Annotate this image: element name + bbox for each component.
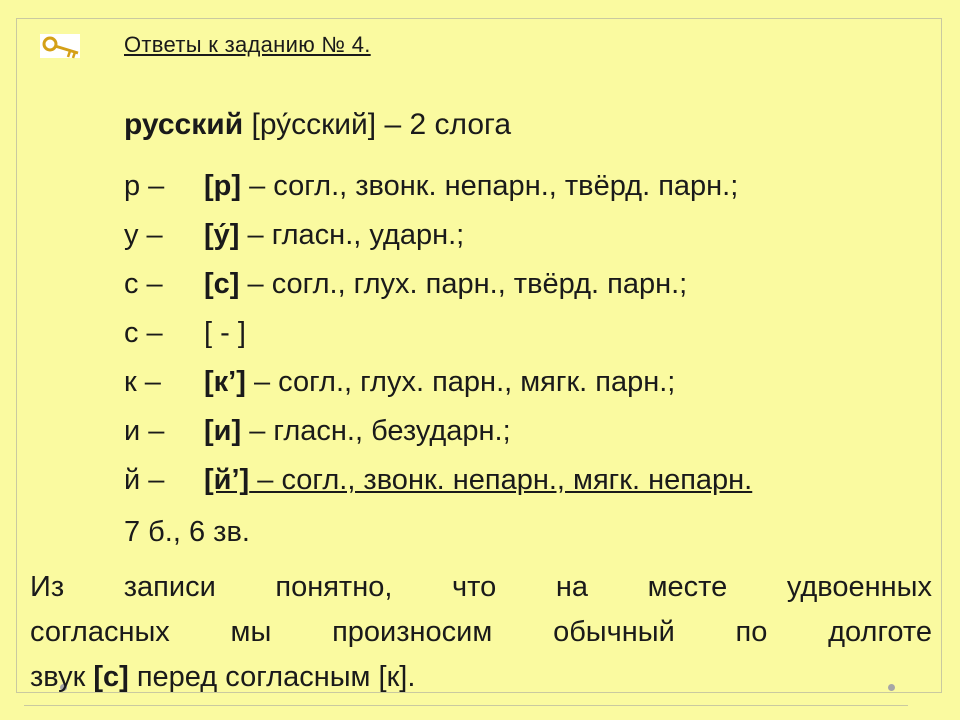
conclusion-line: Из записи понятно, что на месте удвоенных (30, 571, 932, 603)
row-description: – согл., звонк. непарн., мягк. непарн. (249, 464, 753, 496)
row-description: – согл., глух. парн., мягк. парн.; (245, 366, 676, 398)
list-item (124, 407, 752, 456)
row-sound: [с] (204, 268, 240, 300)
conclusion-line (30, 655, 932, 700)
list-item (124, 309, 752, 358)
conclusion-sound: [с] (93, 661, 129, 693)
row-letter: й – (124, 464, 165, 496)
analyzed-word: русский (124, 108, 244, 141)
conclusion-text: перед согласным [к]. (128, 661, 416, 693)
page-title: Ответы к заданию № 4. (124, 32, 371, 57)
list-item (124, 260, 752, 309)
list-item (124, 162, 752, 211)
list-item (124, 456, 752, 505)
letters-sounds-summary: 7 б., 6 зв. (124, 516, 250, 548)
word-transcription: [ру́сский] – 2 слога (251, 108, 512, 141)
row-description: – согл., глух. парн., твёрд. парн.; (239, 268, 688, 300)
row-letter: к – (124, 366, 161, 398)
row-description: – гласн., безударн.; (241, 415, 511, 447)
list-item (124, 211, 752, 260)
key-icon (40, 30, 82, 62)
row-sound: [у́] (204, 219, 240, 251)
row-letter: с – (124, 268, 163, 300)
row-letter: р – (124, 170, 165, 202)
row-description: – гласн., ударн.; (239, 219, 465, 251)
phonetic-analysis-list (124, 162, 752, 505)
row-description: – согл., звонк. непарн., твёрд. парн.; (241, 170, 739, 202)
row-sound: [й’] (204, 464, 250, 496)
row-letter: с – (124, 317, 163, 349)
conclusion-line: согласных мы произносим обычный по долготе (30, 616, 932, 648)
list-item (124, 358, 752, 407)
word-line (124, 108, 511, 142)
row-letter: у – (124, 219, 163, 251)
row-sound: [к’] (204, 366, 246, 398)
row-letter: и – (124, 415, 165, 447)
row-sound: [и] (204, 415, 242, 447)
row-sound: [р] (204, 170, 242, 202)
bottom-divider (24, 705, 908, 706)
conclusion-text: звук (30, 661, 94, 693)
row-sound: [ - ] (204, 317, 246, 349)
conclusion-paragraph (30, 565, 932, 700)
